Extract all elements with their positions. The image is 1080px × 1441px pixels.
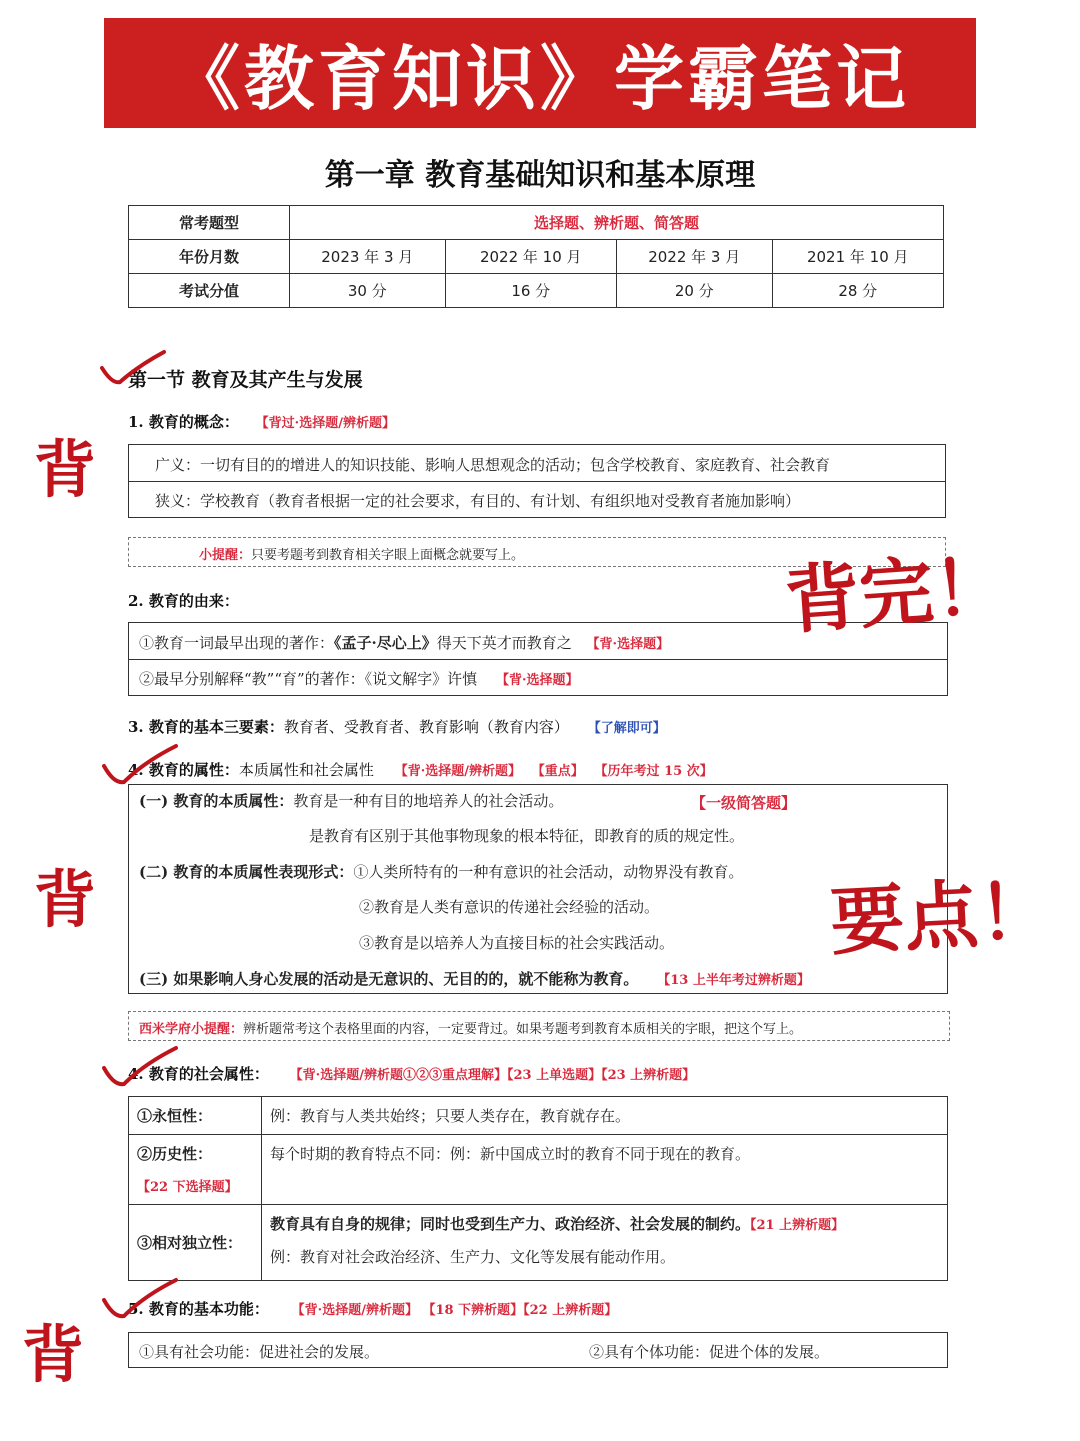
row-label: 常考题型: [129, 206, 290, 240]
attribute-l6-tag: 【13 上半年考过辨析题】: [657, 973, 810, 988]
social-r3-tag: 【21 上辨析题】: [750, 1218, 845, 1233]
handwritten-bei-wan: 背完！: [782, 543, 1011, 645]
concept-broad: 广义：一切有目的的增进人的知识技能、影响人思想观念的活动；包含学校教育、家庭教育、社会教育: [155, 456, 831, 474]
social-text: 每个时期的教育特点不同：例：新中国成立时的教育不同于现在的教育。: [262, 1135, 948, 1205]
attribute-line-5: ③教育是以培养人为直接目标的社会实践活动。: [359, 934, 675, 952]
attribute-line-1: [139, 790, 563, 811]
origin-item-1-post: 得天下英才而教育之: [436, 634, 572, 652]
attribute-l3-bold: (二) 教育的本质属性表现形式：: [139, 863, 354, 881]
social-text-cell: [262, 1205, 948, 1281]
tip-text: 辨析题常考这个表格里面的内容，一定要背过。如果考题考到教育本质相关的字眼，把这个写上。: [243, 1022, 803, 1037]
function-tag: 【背·选择题/辨析题】 【18 下辨析题】【22 上辨析题】: [291, 1303, 618, 1318]
function-box: [128, 1332, 948, 1368]
handwritten-bei-3: 背: [22, 1318, 85, 1391]
row-label: 考试分值: [129, 274, 290, 308]
year-cell: 2021 年 10 月: [772, 240, 944, 274]
elements-line: [128, 716, 666, 737]
function-heading: 5. 教育的基本功能：: [128, 1300, 269, 1318]
elements-heading: 3. 教育的基本三要素：: [128, 718, 284, 736]
score-cell: 20 分: [616, 274, 772, 308]
social-r3-text: 例：教育对社会政治经济、生产力、文化等发展有能动作用。: [270, 1248, 676, 1266]
social-text: 例：教育与人类共始终；只要人类存在，教育就存在。: [262, 1097, 948, 1135]
tip-label: 小提醒：: [199, 548, 252, 563]
elements-text: 教育者、受教育者、教育影响（教育内容）: [283, 718, 569, 736]
concept-narrow: 狭义：学校教育（教育者根据一定的社会要求，有目的、有计划、有组织地对受教育者施加影响）: [155, 492, 801, 510]
score-cell: 30 分: [290, 274, 446, 308]
social-label: ①永恒性：: [129, 1097, 262, 1135]
handwritten-yao-dian: 要点！: [828, 868, 1055, 966]
attribute-l1-tag: 【一级简答题】: [691, 794, 797, 812]
attribute-line: [128, 759, 713, 780]
section-title: 第一节 教育及其产生与发展: [128, 369, 363, 391]
handwritten-bei-1: 背: [34, 433, 97, 506]
concept-tag: 【背过·选择题/辨析题】: [255, 416, 395, 431]
handwritten-bei-2: 背: [34, 863, 97, 936]
attribute-tag-2: 【重点】: [531, 764, 584, 779]
social-line: [128, 1063, 695, 1084]
concept-heading-text: 1. 教育的概念：: [128, 413, 239, 431]
social-r3-bold: 教育具有自身的规律；同时也受到生产力、政治经济、社会发展的制约。: [270, 1215, 751, 1233]
origin-item-2-text: ②最早分别解释“教”“育”的著作：《说文解字》许慎: [139, 670, 478, 688]
year-cell: 2022 年 3 月: [616, 240, 772, 274]
check-icon: [100, 742, 180, 788]
attribute-heading: 4. 教育的属性：: [128, 761, 239, 779]
social-label-cell: [129, 1135, 262, 1205]
origin-item-1-pre: ①教育一词最早出现的著作：: [139, 634, 335, 652]
attribute-tip: [128, 1011, 950, 1041]
attribute-l1-text: 教育是一种有目的地培养人的社会活动。: [293, 792, 564, 810]
origin-item-1-tag: 【背·选择题】: [586, 637, 670, 652]
attribute-line-6: [139, 968, 810, 989]
chapter-title: 第一章 教育基础知识和基本原理: [324, 158, 756, 193]
attribute-l1-bold: (一) 教育的本质属性：: [139, 792, 294, 810]
concept-heading: [128, 411, 395, 432]
check-icon: [100, 1044, 180, 1090]
banner-title: 《教育知识》学霸笔记: [104, 18, 976, 128]
concept-box: [128, 444, 946, 518]
check-icon: [98, 348, 168, 388]
year-cell: 2022 年 10 月: [445, 240, 616, 274]
social-label-tag: 【22 下选择题】: [137, 1180, 238, 1195]
attribute-tag-3: 【历年考过 15 次】: [594, 764, 713, 779]
attribute-line-3: [139, 861, 743, 882]
score-cell: 28 分: [772, 274, 944, 308]
attribute-line-2: 是教育有区别于其他事物现象的根本特征，即教育的质的规定性。: [309, 827, 745, 845]
attribute-text: 本质属性和社会属性: [238, 761, 374, 779]
score-cell: 16 分: [445, 274, 616, 308]
social-tag: 【背·选择题/辨析题①②③重点理解】【23 上单选题】【23 上辨析题】: [289, 1068, 696, 1083]
attribute-l3-text: ①人类所特有的一种有意识的社会活动，动物界没有教育。: [353, 863, 744, 881]
function-right: ②具有个体功能：促进个体的发展。: [589, 1343, 830, 1361]
tip-text: 只要考题考到教育相关字眼上面概念就要写上。: [251, 548, 525, 563]
exam-info-table: [128, 205, 944, 308]
origin-heading: 2. 教育的由来：: [128, 592, 239, 610]
tip-label: 西米学府小提醒：: [139, 1022, 244, 1037]
origin-item-1: [139, 632, 669, 653]
social-label: ②历史性：: [137, 1145, 213, 1163]
elements-tag: 【了解即可】: [587, 721, 666, 736]
attribute-tag-1: 【背·选择题/辨析题】: [394, 764, 521, 779]
origin-item-2: [139, 668, 579, 689]
function-line: [128, 1298, 617, 1319]
question-types: 选择题、辨析题、简答题: [290, 206, 944, 240]
attribute-l6-bold: (三) 如果影响人身心发展的活动是无意识的、无目的的，就不能称为教育。: [139, 970, 639, 988]
attribute-box: [128, 784, 948, 994]
origin-item-2-tag: 【背·选择题】: [495, 673, 579, 688]
social-table: [128, 1096, 948, 1281]
year-cell: 2023 年 3 月: [290, 240, 446, 274]
divider: [129, 659, 947, 660]
social-heading: 4. 教育的社会属性：: [128, 1065, 269, 1083]
function-left: ①具有社会功能：促进社会的发展。: [139, 1343, 380, 1361]
check-icon: [100, 1276, 180, 1322]
row-label: 年份月数: [129, 240, 290, 274]
divider: [129, 481, 945, 482]
origin-item-1-book: 《孟子·尽心上》: [334, 634, 437, 652]
social-label: ③相对独立性：: [129, 1205, 262, 1281]
attribute-line-4: ②教育是人类有意识的传递社会经验的活动。: [359, 898, 660, 916]
